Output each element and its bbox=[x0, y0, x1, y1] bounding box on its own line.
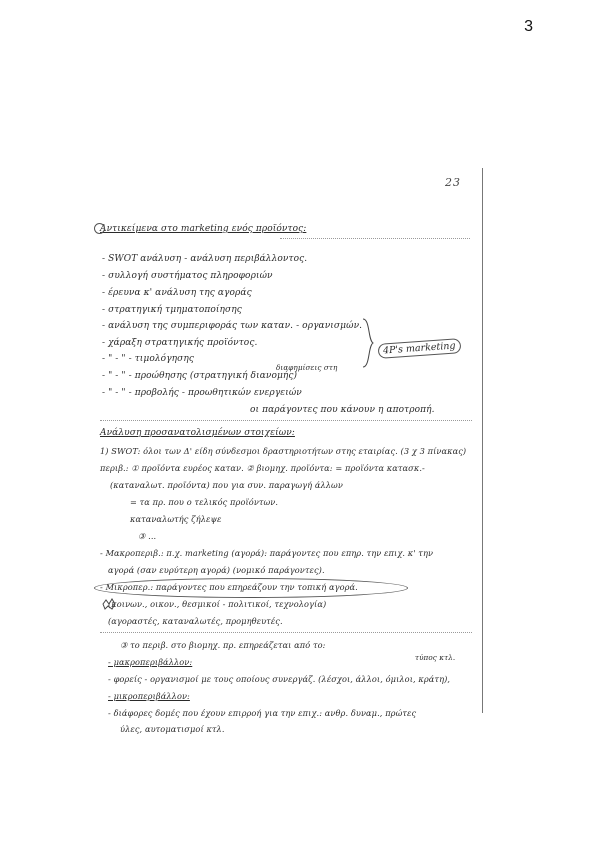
section3-line: - μακροπεριβάλλον: bbox=[108, 657, 193, 667]
section2-line: 1) SWOT: όλοι των Δ' είδη σύνδεσμοι δραστηριοτήτων στης εταιρίας. (3 χ 3 πίνακας) bbox=[100, 446, 467, 456]
section2-line: (καταναλωτ. προϊόντα) που για συν. παραγωγή άλλων bbox=[110, 480, 343, 490]
section2-title: Ανάλυση προσανατολισμένων στοιχείων: bbox=[100, 428, 295, 438]
section1-title: Αντικείμενα στο marketing ενός προϊόντος: bbox=[100, 224, 306, 235]
ruled-line bbox=[280, 238, 470, 239]
section1-item: - χάραξη στρατηγικής προϊόντος. bbox=[102, 338, 258, 348]
margin-rule bbox=[482, 168, 483, 713]
ruled-line bbox=[100, 632, 472, 633]
side-note: 4P's marketing bbox=[378, 338, 461, 359]
section1-item: οι παράγοντες που κάνουν η αποτροπή. bbox=[250, 405, 435, 415]
section1-item: - στρατηγική τμηματοποίησης bbox=[102, 305, 242, 315]
page-number: 3 bbox=[524, 18, 533, 35]
micro-sub: (κοινων., οικον., θεσμικοί - πολιτικοί, τεχνολογία) bbox=[108, 599, 327, 609]
section1-item: - SWOT ανάλυση - ανάλυση περιβάλλοντος. bbox=[102, 254, 308, 264]
section3-line: - διάφορες δομές που έχουν επιρροή για την επιχ.: ανθρ. δυναμ., πρώτες bbox=[108, 708, 417, 718]
circled-annotation bbox=[94, 578, 408, 598]
corner-mark: 23 bbox=[445, 176, 461, 189]
section1-item: - ανάλυση της συμπεριφοράς των καταν. - οργανισμών. bbox=[102, 321, 363, 331]
asterisk-circle-icon bbox=[94, 223, 105, 234]
section1-item: - " - " - προβολής - προωθητικών ενεργειών bbox=[102, 388, 302, 398]
macro-line: αγορά (σαν ευρύτερη αγορά) (νομικό παράγοντες). bbox=[108, 565, 325, 575]
section2-line: καταναλωτής ζήλεψε bbox=[130, 514, 222, 524]
section3-line: ύλες, αυτοματισμοί κτλ. bbox=[120, 724, 225, 734]
scribble-icon bbox=[102, 598, 116, 610]
section3-title: ③ το περιβ. στο βιομηχ. πρ. επηρεάζεται από το: bbox=[120, 640, 326, 650]
section1-item: - " - " - τιμολόγησης bbox=[102, 354, 195, 364]
ruled-line bbox=[100, 420, 472, 421]
section2-line: ③ ... bbox=[138, 531, 157, 541]
section1-item: - συλλογή συστήματος πληροφοριών bbox=[102, 271, 273, 281]
brace-icon bbox=[362, 318, 374, 368]
section1-item: - " - " - προώθησης (στρατηγική διανομής) bbox=[102, 371, 298, 381]
insertion-note: διαφημίσεις στη bbox=[276, 363, 338, 372]
section2-line: περιβ.: ① προϊόντα ευρέος καταν. ② βιομηχ. προϊόντα: = προϊόντα κατασκ.- bbox=[100, 463, 425, 473]
section3-line: - φορείς - οργανισμοί με τους οποίους συνεργάζ. (λέσχοι, άλλοι, όμιλοι, κράτη), bbox=[108, 674, 451, 684]
section3-line: - μικροπεριβάλλον: bbox=[108, 691, 190, 701]
section2-line: = τα πρ. που ο τελικός προϊόντων. bbox=[130, 497, 279, 507]
micro-line: - Μικροπερ.: παράγοντες που επηρεάζουν την τοπική αγορά. bbox=[100, 582, 358, 592]
side-remark: τύπος κτλ. bbox=[415, 653, 456, 662]
section1-item: - έρευνα κ' ανάλυση της αγοράς bbox=[102, 288, 252, 298]
macro-line: - Μακροπεριβ.: π.χ. marketing (αγορά): παράγοντες που επηρ. την επιχ. κ' την bbox=[100, 548, 434, 558]
micro-sub: (αγοραστές, καταναλωτές, προμηθευτές. bbox=[108, 616, 283, 626]
